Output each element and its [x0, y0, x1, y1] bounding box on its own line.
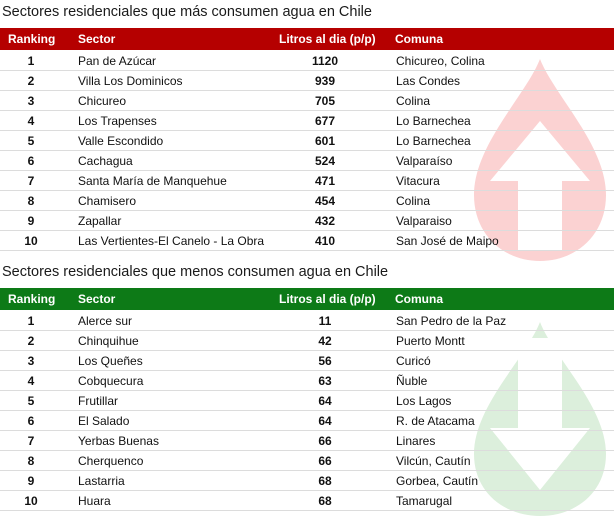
cell-ranking: 4 [27, 114, 35, 128]
cell-litros: 68 [318, 494, 332, 508]
cell-comuna: Ñuble [396, 374, 428, 388]
cell-litros: 705 [314, 94, 336, 108]
table-row [0, 231, 614, 251]
cell-litros: 66 [318, 434, 332, 448]
cell-sector: Chamisero [78, 194, 137, 208]
top-table-title: Sectores residenciales que más consumen agua en Chile [2, 4, 372, 20]
cell-sector: Frutillar [78, 394, 119, 408]
header-ranking: Ranking [8, 292, 56, 306]
cell-ranking: 9 [27, 214, 35, 228]
table-row [0, 451, 614, 471]
cell-ranking: 3 [27, 94, 35, 108]
header-comuna: Comuna [395, 292, 443, 306]
table-row [0, 211, 614, 231]
cell-ranking: 8 [27, 194, 35, 208]
table-row [0, 111, 614, 131]
cell-ranking: 3 [27, 354, 35, 368]
cell-ranking: 1 [27, 314, 35, 328]
cell-ranking: 4 [27, 374, 35, 388]
header-sector: Sector [78, 32, 116, 46]
cell-comuna: Valparaiso [396, 214, 452, 228]
cell-comuna: Colina [396, 194, 431, 208]
header-ranking: Ranking [8, 32, 56, 46]
cell-sector: Pan de Azúcar [78, 54, 157, 68]
table-row [0, 331, 614, 351]
table-row [0, 51, 614, 71]
cell-litros: 432 [314, 214, 336, 228]
cell-sector: Yerbas Buenas [78, 434, 159, 448]
table-row [0, 131, 614, 151]
cell-comuna: Valparaíso [396, 154, 453, 168]
table-row [0, 311, 614, 331]
cell-sector: Las Vertientes-El Canelo - La Obra [78, 234, 265, 248]
cell-ranking: 5 [27, 394, 35, 408]
cell-comuna: Lo Barnechea [396, 134, 471, 148]
table-row [0, 171, 614, 191]
cell-sector: Valle Escondido [78, 134, 164, 148]
table-row [0, 371, 614, 391]
cell-sector: Cobquecura [78, 374, 144, 388]
cell-litros: 63 [318, 374, 332, 388]
cell-litros: 42 [318, 334, 332, 348]
cell-ranking: 9 [27, 474, 35, 488]
table-row [0, 491, 614, 511]
cell-comuna: Lo Barnechea [396, 114, 471, 128]
cell-ranking: 10 [24, 234, 38, 248]
cell-litros: 68 [318, 474, 332, 488]
cell-ranking: 1 [27, 54, 35, 68]
table-row [0, 351, 614, 371]
cell-sector: Cachagua [78, 154, 133, 168]
cell-comuna: Las Condes [396, 74, 461, 88]
cell-litros: 454 [314, 194, 336, 208]
cell-comuna: Vitacura [396, 174, 440, 188]
header-litros: Litros al dia (p/p) [279, 32, 376, 46]
cell-litros: 677 [314, 114, 336, 128]
table-row [0, 91, 614, 111]
bottom-table-header [0, 288, 614, 310]
cell-litros: 66 [318, 454, 332, 468]
cell-litros: 11 [318, 314, 332, 328]
cell-sector: El Salado [78, 414, 130, 428]
cell-sector: Santa María de Manquehue [78, 174, 227, 188]
cell-comuna: San José de Maipo [396, 234, 499, 248]
cell-litros: 410 [314, 234, 336, 248]
cell-comuna: R. de Atacama [396, 414, 475, 428]
cell-sector: Cherquenco [78, 454, 144, 468]
cell-comuna: Vilcún, Cautín [396, 454, 471, 468]
top-table-header [0, 28, 614, 50]
cell-comuna: Chicureo, Colina [396, 54, 485, 68]
cell-sector: Los Trapenses [78, 114, 157, 128]
cell-sector: Chicureo [78, 94, 127, 108]
cell-comuna: Colina [396, 94, 431, 108]
cell-sector: Los Queñes [78, 354, 143, 368]
cell-litros: 56 [318, 354, 332, 368]
cell-ranking: 2 [27, 74, 35, 88]
cell-ranking: 6 [27, 154, 35, 168]
cell-comuna: Los Lagos [396, 394, 452, 408]
table-row [0, 191, 614, 211]
table-row [0, 151, 614, 171]
cell-litros: 601 [314, 134, 336, 148]
cell-comuna: Curicó [396, 354, 431, 368]
table-row [0, 391, 614, 411]
cell-sector: Alerce sur [78, 314, 133, 328]
table-row [0, 411, 614, 431]
table-row [0, 471, 614, 491]
cell-comuna: Linares [396, 434, 436, 448]
cell-sector: Zapallar [78, 214, 122, 228]
cell-sector: Lastarria [78, 474, 125, 488]
cell-ranking: 2 [27, 334, 35, 348]
cell-comuna: San Pedro de la Paz [396, 314, 507, 328]
cell-litros: 471 [314, 174, 336, 188]
cell-sector: Villa Los Dominicos [78, 74, 183, 88]
cell-ranking: 7 [27, 174, 35, 188]
cell-ranking: 8 [27, 454, 35, 468]
cell-litros: 524 [314, 154, 336, 168]
header-litros: Litros al dia (p/p) [279, 292, 376, 306]
cell-comuna: Puerto Montt [396, 334, 465, 348]
cell-litros: 1120 [311, 54, 339, 68]
cell-ranking: 7 [27, 434, 35, 448]
cell-litros: 64 [318, 414, 332, 428]
cell-comuna: Gorbea, Cautín [396, 474, 479, 488]
header-sector: Sector [78, 292, 116, 306]
cell-sector: Chinquihue [78, 334, 139, 348]
cell-ranking: 6 [27, 414, 35, 428]
header-comuna: Comuna [395, 32, 443, 46]
cell-comuna: Tamarugal [396, 494, 453, 508]
bottom-table-title: Sectores residenciales que menos consumen agua en Chile [2, 264, 389, 280]
table-row [0, 431, 614, 451]
cell-ranking: 10 [24, 494, 38, 508]
cell-litros: 64 [318, 394, 332, 408]
table-row [0, 71, 614, 91]
cell-sector: Huara [78, 494, 111, 508]
cell-litros: 939 [314, 74, 336, 88]
cell-ranking: 5 [27, 134, 35, 148]
